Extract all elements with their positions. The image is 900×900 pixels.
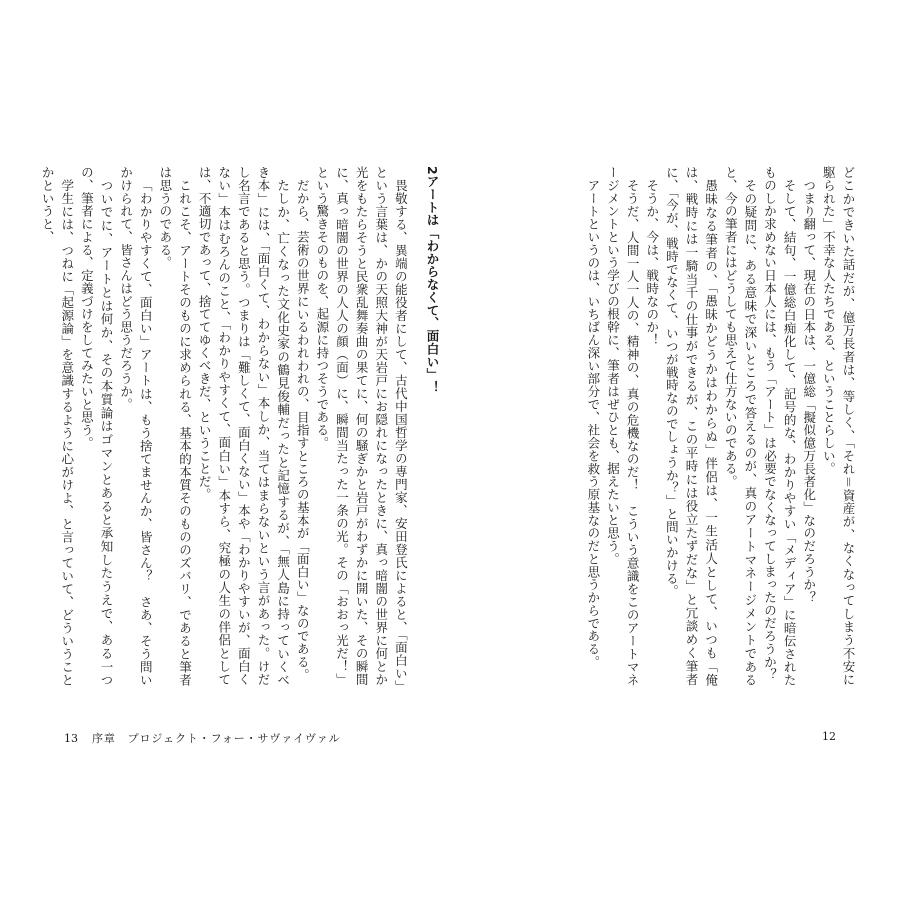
paragraph: どこかできいた話だが、億万長者は、等しく、「それ＝資産が、なくなってしまう不安に駆られた」不幸な人たちである、ということらしい。 [821,166,856,686]
paragraph: 愚昧なる筆者の、「愚昧かどうかはわからぬ」伴侶は、一生活人として、いつも「俺は、戦時には一騎当千の仕事ができるが、この平時には役立たずだな」と冗談めく筆者に、「今が、戦時でなくて、いつが戦時なのでしょうか？」と問いかける。 [664,166,719,686]
paragraph: つまり翻って、現在の日本は、一億総「擬似億万長者化」なのだろうか？ [801,178,817,604]
running-head: 序章 プロジェクト・フォー・サヴァイヴァル [92,732,341,745]
page-number-right: 12 [822,730,836,743]
paragraph: 畏敬する、異端の能役者にして、古代中国哲学の専門家、安田登氏によると、「面白い」という言葉は、かの天照大神が天岩戸にお隠れになったときに、真っ暗闇の世界に何とか光をもたらそうと民衆乱舞奏曲の果てに、何の騒ぎかと岩戸がわずかに開いた、その瞬間に、真っ暗闇の世界の人人の顔（面）に、瞬間当たった一条の光。その「おおっ光だ！」という驚きそのものを、起源に持つそうである。 [314,166,409,686]
left-page-body [40,166,448,686]
paragraph: これこそ、アートそのものに求められる、基本的本質そのもののズバリ、であると筆者は思うのである。 [157,166,193,686]
paragraph: たしか、亡くなった文化史家の鶴見俊輔だったと記憶するが、「無人島に持っていくべき本」には、「面白くて、わからない」本しか、当てはまらないという言があった。けだし名言であると思う。つまりは「難しくて、面白くない」本や「わかりやすいが、面白くない」本はむろんのこと、「わかりやすくて、面白い」本すら、究極の人生の伴侶としては、不適切であって、捨ててゆくべきだ、ということだ。 [197,166,291,686]
paragraph: そうか、今は、戦時なのか！ [644,178,660,346]
paragraph: 学生には、つねに「起源論」を意識するように心がけよ、と言っていて、どういうことかというと、 [40,166,75,686]
paragraph: 「わかりやすくて、面白い」アートは、もう捨てませんか、皆さん？ さあ、そう問いかけられて、皆さんはどう思うだろうか。 [118,166,154,686]
page-number-left: 13 [64,732,78,745]
section-heading [422,166,442,686]
page-footer-left [64,730,341,746]
paragraph: ついでに、アートとは何か、その本質論はゴマンとあると承知したうえで、ある一つの、筆者による、定義づけをしてみたいと思う。 [79,166,114,686]
paragraph: そうだ、人間一人一人の、精神の、真の危機なのだ！ こういう意識をこのアートマネージメントという学びの根幹に、筆者はぜひとも、据えたいと思う。 [605,166,641,686]
right-page-body [473,166,858,686]
section-title: アートは「わからなくて、面白い」！ [425,175,440,394]
paragraph: だから、芸術の世界にいるわれわれの、目指すところの基本が「面白い」なのである。 [295,178,311,681]
paragraph: アートというのは、いちばん深い部分で、社会を救う原基なのだと思うからである。 [585,178,601,668]
paragraph: その疑問に、ある意味で深いところで答えるのが、真のアートマネージメントであると、今の筆者にはどうしても思えて仕方ないのである。 [723,166,758,686]
section-number: 2 [425,166,440,176]
left-page-paragraphs [38,166,411,686]
paragraph: そして、結句、一億総白痴化して、記号的な、わかりやすい「メディア」に暗伝されたものしか求めない日本人には、もう「アート」は必要でなくなってしまったのだろうか？ [762,166,798,686]
